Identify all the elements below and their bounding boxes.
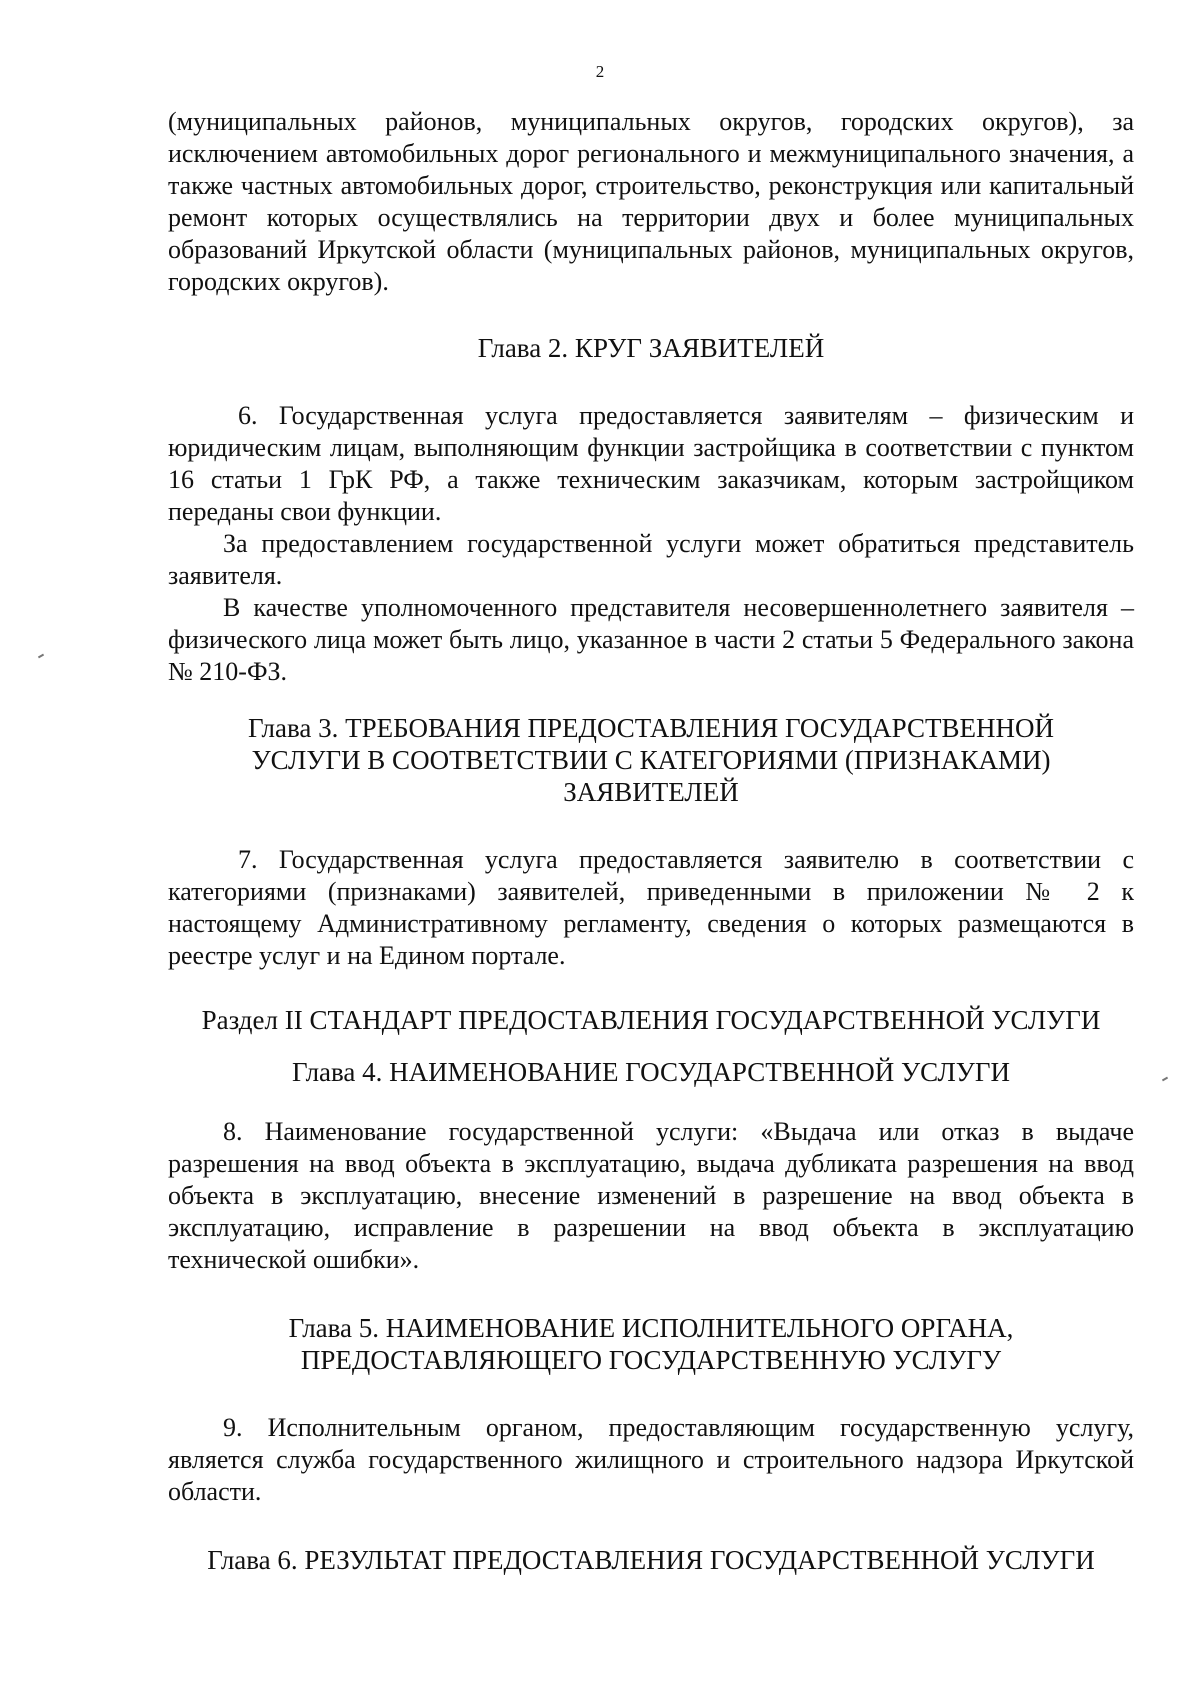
heading-chapter-5-line-1: Глава 5. НАИМЕНОВАНИЕ ИСПОЛНИТЕЛЬНОГО ОРГАНА, <box>288 1313 1014 1343</box>
heading-section-2: Раздел II СТАНДАРТ ПРЕДОСТАВЛЕНИЯ ГОСУДАРСТВЕННОЙ УСЛУГИ <box>201 1005 1101 1035</box>
page-number: 2 <box>595 62 605 81</box>
scan-artifact-mark <box>1162 1077 1168 1082</box>
paragraph-continuation: (муниципальных районов, муниципальных округов, городских округов), за исключением автомобильных дорог регионального и межмуниципального значения, а также частных автомобильных дорог, строительство, реконструкция или капитальный ремонт которых осуществлялись на территории двух и более муниципальных образований Иркутской области (муниципальных районов, муниципальных округов, городских округов). <box>168 107 1134 296</box>
paragraph-8: 8. Наименование государственной услуги: «Выдача или отказ в выдаче разрешения на ввод объекта в эксплуатацию, выдача дубликата разрешения на ввод объекта в эксплуатацию, внесение изменений в разрешение на ввод объекта в эксплуатацию, исправление в разрешении на ввод объекта в эксплуатацию технической ошибки». <box>168 1117 1134 1274</box>
scan-artifact-mark <box>38 654 44 659</box>
paragraph-7: 7. Государственная услуга предоставляется заявителю в соответствии с категориями (признаками) заявителей, приведенными в приложении № 2 к настоящему Административному регламенту, сведения о которых размещаются в реестре услуг и на Едином портале. <box>168 845 1134 970</box>
heading-chapter-3-line-2: УСЛУГИ В СООТВЕТСТВИИ С КАТЕГОРИЯМИ (ПРИЗНАКАМИ) <box>251 745 1051 775</box>
document-body <box>168 106 1134 1576</box>
heading-chapter-2: Глава 2. КРУГ ЗАЯВИТЕЛЕЙ <box>477 333 825 363</box>
paragraph-minor-representative: В качестве уполномоченного представителя несовершеннолетнего заявителя – физического лица может быть лицо, указанное в части 2 статьи 5 Федерального закона № 210-ФЗ. <box>168 593 1134 686</box>
paragraph-6: 6. Государственная услуга предоставляется заявителям – физическим и юридическим лицам, выполняющим функции застройщика в соответствии с пунктом 16 статьи 1 ГрК РФ, а также техническим заказчикам, которым застройщиком переданы свои функции. <box>168 401 1134 526</box>
heading-chapter-5 <box>168 1312 1134 1376</box>
paragraph-9: 9. Исполнительным органом, предоставляющим государственную услугу, является служба государственного жилищного и строительного надзора Иркутской области. <box>168 1413 1134 1506</box>
heading-chapter-3-line-3: ЗАЯВИТЕЛЕЙ <box>563 777 739 807</box>
heading-chapter-3-line-1: Глава 3. ТРЕБОВАНИЯ ПРЕДОСТАВЛЕНИЯ ГОСУДАРСТВЕННОЙ <box>247 713 1055 743</box>
heading-chapter-4: Глава 4. НАИМЕНОВАНИЕ ГОСУДАРСТВЕННОЙ УСЛУГИ <box>291 1057 1010 1087</box>
heading-chapter-5-line-2: ПРЕДОСТАВЛЯЮЩЕГО ГОСУДАРСТВЕННУЮ УСЛУГУ <box>300 1345 1002 1375</box>
heading-chapter-3 <box>168 712 1134 808</box>
heading-chapter-6: Глава 6. РЕЗУЛЬТАТ ПРЕДОСТАВЛЕНИЯ ГОСУДАРСТВЕННОЙ УСЛУГИ <box>207 1545 1095 1575</box>
paragraph-representative: За предоставлением государственной услуги может обратиться представитель заявителя. <box>168 529 1134 590</box>
